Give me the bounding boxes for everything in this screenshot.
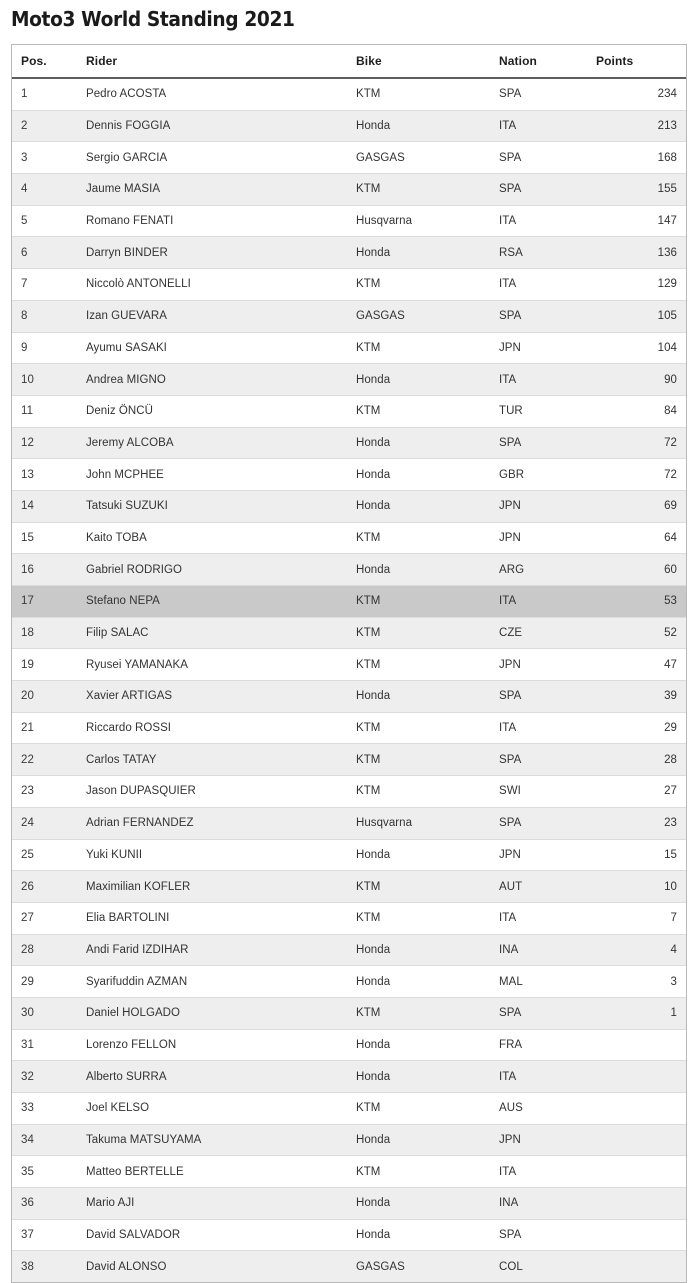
table-header-row [12, 45, 686, 78]
rider-bike-cell: KTM [347, 744, 490, 776]
rider-nation-cell: INA [490, 934, 587, 966]
rider-points-cell: 129 [587, 269, 686, 301]
rider-position-cell: 16 [12, 554, 77, 586]
rider-name-cell: Carlos TATAY [77, 744, 347, 776]
rider-bike-cell: KTM [347, 78, 490, 110]
rider-position-cell: 17 [12, 586, 77, 618]
rider-nation-cell: AUS [490, 1093, 587, 1125]
rider-position-cell: 22 [12, 744, 77, 776]
table-row[interactable] [12, 617, 686, 649]
rider-name-cell: Romano FENATI [77, 205, 347, 237]
rider-bike-cell: Honda [347, 1029, 490, 1061]
rider-nation-cell: SPA [490, 681, 587, 713]
rider-position-cell: 23 [12, 776, 77, 808]
rider-position-cell: 21 [12, 712, 77, 744]
rider-position-cell: 25 [12, 839, 77, 871]
rider-points-cell [587, 1093, 686, 1125]
table-row[interactable] [12, 902, 686, 934]
rider-bike-cell: KTM [347, 902, 490, 934]
rider-name-cell: Maximilian KOFLER [77, 871, 347, 903]
rider-nation-cell: TUR [490, 395, 587, 427]
rider-nation-cell: JPN [490, 522, 587, 554]
rider-points-cell: 27 [587, 776, 686, 808]
rider-nation-cell: ITA [490, 712, 587, 744]
table-row[interactable] [12, 1061, 686, 1093]
rider-name-cell: David SALVADOR [77, 1219, 347, 1251]
rider-position-cell: 26 [12, 871, 77, 903]
rider-name-cell: Dennis FOGGIA [77, 110, 347, 142]
rider-position-cell: 33 [12, 1093, 77, 1125]
rider-name-cell: Andrea MIGNO [77, 364, 347, 396]
rider-position-cell: 12 [12, 427, 77, 459]
page-title: Moto3 World Standing 2021 [11, 7, 295, 31]
rider-name-cell: Xavier ARTIGAS [77, 681, 347, 713]
rider-name-cell: Pedro ACOSTA [77, 78, 347, 110]
rider-position-cell: 15 [12, 522, 77, 554]
rider-position-cell: 38 [21, 1260, 34, 1273]
rider-name-cell: Mario AJI [77, 1188, 347, 1220]
rider-points-cell [587, 1188, 686, 1220]
rider-name-cell: Jeremy ALCOBA [77, 427, 347, 459]
rider-points-cell [587, 1156, 686, 1188]
table-row[interactable] [12, 871, 686, 903]
table-row[interactable] [12, 110, 686, 142]
rider-bike-cell: Honda [347, 1188, 490, 1220]
rider-name-cell: Filip SALAC [77, 617, 347, 649]
rider-name-cell: Stefano NEPA [77, 586, 347, 618]
rider-bike-cell: KTM [347, 617, 490, 649]
rider-points-cell: 64 [587, 522, 686, 554]
standings-table-container [11, 44, 687, 1283]
rider-name-cell: John MCPHEE [77, 459, 347, 491]
rider-bike-cell: KTM [347, 395, 490, 427]
rider-bike-cell: Honda [347, 364, 490, 396]
rider-nation-cell: SPA [490, 997, 587, 1029]
rider-nation-cell: MAL [490, 966, 587, 998]
table-row[interactable] [12, 78, 686, 110]
rider-points-cell: 72 [587, 427, 686, 459]
rider-bike-cell: Husqvarna [347, 205, 490, 237]
table-row[interactable] [12, 554, 686, 586]
table-body [12, 78, 686, 1282]
column-header-pos[interactable]: Pos. [12, 45, 77, 78]
rider-name-cell: Elia BARTOLINI [77, 902, 347, 934]
rider-nation-cell: SPA [490, 142, 587, 174]
table-row[interactable] [12, 1029, 686, 1061]
table-row[interactable] [12, 1124, 686, 1156]
rider-nation-cell: JPN [490, 490, 587, 522]
rider-bike-cell: KTM [347, 586, 490, 618]
rider-bike-cell: KTM [347, 871, 490, 903]
rider-points-cell: 52 [587, 617, 686, 649]
rider-points-cell: 15 [587, 839, 686, 871]
rider-name-cell: Syarifuddin AZMAN [77, 966, 347, 998]
table-row[interactable] [12, 364, 686, 396]
table-row[interactable] [12, 237, 686, 269]
rider-nation-cell: ITA [490, 364, 587, 396]
rider-name-cell: Izan GUEVARA [77, 300, 347, 332]
standings-table [12, 45, 686, 1282]
rider-name-cell: David ALONSO [86, 1260, 167, 1273]
rider-nation-cell: ITA [490, 269, 587, 301]
rider-position-cell: 32 [12, 1061, 77, 1093]
table-row[interactable] [12, 522, 686, 554]
rider-points-cell: 3 [587, 966, 686, 998]
rider-bike-cell: Honda [347, 1124, 490, 1156]
rider-name-cell: Deniz ÖNCÜ [77, 395, 347, 427]
rider-points-cell: 234 [587, 78, 686, 110]
rider-nation-cell: SPA [490, 744, 587, 776]
table-row[interactable] [12, 300, 686, 332]
table-row[interactable] [12, 1188, 686, 1220]
rider-name-cell: Darryn BINDER [77, 237, 347, 269]
rider-name-cell: Ryusei YAMANAKA [77, 649, 347, 681]
table-row[interactable] [12, 427, 686, 459]
rider-points-cell: 104 [587, 332, 686, 364]
rider-bike-cell: Honda [347, 966, 490, 998]
rider-nation-cell: ITA [490, 586, 587, 618]
rider-nation-cell: ITA [490, 110, 587, 142]
rider-bike-cell: KTM [347, 776, 490, 808]
rider-bike-cell: KTM [347, 174, 490, 206]
rider-bike-cell: Honda [347, 110, 490, 142]
rider-nation-cell: AUT [490, 871, 587, 903]
rider-nation-cell: GBR [490, 459, 587, 491]
table-row[interactable] [12, 395, 686, 427]
rider-nation-cell: CZE [490, 617, 587, 649]
rider-bike-cell: Husqvarna [347, 807, 490, 839]
rider-bike-cell: Honda [347, 490, 490, 522]
table-row[interactable] [12, 174, 686, 206]
rider-points-cell [587, 1124, 686, 1156]
rider-position-cell: 36 [12, 1188, 77, 1220]
rider-position-cell: 13 [12, 459, 77, 491]
table-row[interactable] [12, 269, 686, 301]
rider-points-cell: 10 [587, 871, 686, 903]
table-row[interactable] [12, 681, 686, 713]
rider-bike-cell: KTM [347, 712, 490, 744]
rider-bike-cell: Honda [347, 1061, 490, 1093]
table-row[interactable] [12, 649, 686, 681]
rider-points-cell: 72 [587, 459, 686, 491]
table-row[interactable] [12, 712, 686, 744]
rider-points-cell: 53 [587, 586, 686, 618]
rider-bike-cell: Honda [347, 554, 490, 586]
rider-name-cell: Jason DUPASQUIER [77, 776, 347, 808]
rider-position-cell: 31 [12, 1029, 77, 1061]
rider-nation-cell: JPN [490, 1124, 587, 1156]
rider-points-cell: 28 [587, 744, 686, 776]
rider-nation-cell: JPN [490, 649, 587, 681]
rider-position-cell: 9 [12, 332, 77, 364]
table-row[interactable] [12, 490, 686, 522]
rider-nation-cell: SPA [490, 1219, 587, 1251]
rider-name-cell: Gabriel RODRIGO [77, 554, 347, 586]
rider-name-cell: Daniel HOLGADO [77, 997, 347, 1029]
rider-points-cell: 155 [587, 174, 686, 206]
rider-points-cell [587, 1219, 686, 1251]
rider-points-cell: 60 [587, 554, 686, 586]
table-row[interactable] [12, 997, 686, 1029]
rider-bike-cell: KTM [347, 522, 490, 554]
rider-nation-cell: INA [490, 1188, 587, 1220]
rider-points-cell: 1 [587, 997, 686, 1029]
rider-position-cell: 11 [12, 395, 77, 427]
rider-points-cell: 23 [587, 807, 686, 839]
rider-points-cell [587, 1029, 686, 1061]
rider-nation-cell: SWI [490, 776, 587, 808]
rider-points-cell: 90 [587, 364, 686, 396]
rider-nation-cell: SPA [490, 807, 587, 839]
table-row[interactable] [12, 839, 686, 871]
rider-name-cell: Yuki KUNII [77, 839, 347, 871]
rider-nation-cell: JPN [490, 332, 587, 364]
rider-bike-cell: KTM [347, 649, 490, 681]
rider-nation-cell: SPA [490, 300, 587, 332]
rider-nation-cell: SPA [490, 78, 587, 110]
rider-name-cell: Riccardo ROSSI [77, 712, 347, 744]
table-row[interactable] [12, 332, 686, 364]
table-row[interactable] [12, 1219, 686, 1251]
rider-nation-cell: ITA [490, 205, 587, 237]
rider-name-cell: Joel KELSO [77, 1093, 347, 1125]
rider-position-cell: 3 [12, 142, 77, 174]
rider-name-cell: Matteo BERTELLE [77, 1156, 347, 1188]
table-row[interactable] [12, 934, 686, 966]
rider-bike-cell: KTM [347, 269, 490, 301]
table-row[interactable] [12, 142, 686, 174]
rider-points-cell: 7 [587, 902, 686, 934]
rider-position-cell: 7 [12, 269, 77, 301]
rider-position-cell: 34 [12, 1124, 77, 1156]
rider-nation-cell: SPA [490, 174, 587, 206]
rider-nation-cell: COL [499, 1260, 523, 1273]
rider-bike-cell: GASGAS [347, 142, 490, 174]
table-row[interactable] [12, 776, 686, 808]
rider-nation-cell: SPA [490, 427, 587, 459]
rider-name-cell: Andi Farid IZDIHAR [77, 934, 347, 966]
rider-points-cell: 4 [587, 934, 686, 966]
column-header-nation[interactable]: Nation [490, 45, 587, 78]
table-row[interactable] [12, 966, 686, 998]
rider-nation-cell: ITA [490, 1061, 587, 1093]
rider-points-cell [587, 1061, 686, 1093]
rider-position-cell: 20 [12, 681, 77, 713]
rider-position-cell: 10 [12, 364, 77, 396]
rider-points-cell: 168 [587, 142, 686, 174]
table-row[interactable] [12, 1093, 686, 1125]
rider-name-cell: Niccolò ANTONELLI [77, 269, 347, 301]
rider-bike-cell: KTM [347, 1093, 490, 1125]
rider-position-cell: 37 [12, 1219, 77, 1251]
table-row[interactable] [12, 744, 686, 776]
table-row[interactable] [12, 586, 686, 618]
rider-position-cell: 14 [12, 490, 77, 522]
rider-bike-cell: Honda [347, 459, 490, 491]
rider-position-cell: 30 [12, 997, 77, 1029]
rider-name-cell: Ayumu SASAKI [77, 332, 347, 364]
table-row[interactable] [12, 205, 686, 237]
rider-position-cell: 8 [12, 300, 77, 332]
rider-name-cell: Jaume MASIA [77, 174, 347, 206]
rider-points-cell: 69 [587, 490, 686, 522]
rider-position-cell: 6 [12, 237, 77, 269]
rider-nation-cell: JPN [490, 839, 587, 871]
rider-position-cell: 19 [12, 649, 77, 681]
rider-position-cell: 28 [12, 934, 77, 966]
rider-points-cell: 29 [587, 712, 686, 744]
rider-points-cell: 47 [587, 649, 686, 681]
rider-bike-cell: GASGAS [347, 300, 490, 332]
table-row[interactable] [12, 459, 686, 491]
rider-bike-cell: Honda [347, 839, 490, 871]
rider-bike-cell: Honda [347, 427, 490, 459]
rider-points-cell: 39 [587, 681, 686, 713]
column-header-bike[interactable]: Bike [347, 45, 490, 78]
rider-position-cell: 24 [12, 807, 77, 839]
rider-bike-cell: Honda [347, 934, 490, 966]
rider-name-cell: Kaito TOBA [77, 522, 347, 554]
rider-name-cell: Tatsuki SUZUKI [77, 490, 347, 522]
rider-position-cell: 27 [12, 902, 77, 934]
rider-points-cell: 105 [587, 300, 686, 332]
rider-position-cell: 2 [12, 110, 77, 142]
rider-position-cell: 29 [12, 966, 77, 998]
rider-bike-cell: KTM [347, 997, 490, 1029]
rider-bike-cell: KTM [347, 1156, 490, 1188]
rider-nation-cell: RSA [490, 237, 587, 269]
column-header-points[interactable]: Points [587, 45, 686, 78]
rider-points-cell: 136 [587, 237, 686, 269]
rider-points-cell: 84 [587, 395, 686, 427]
table-row[interactable] [12, 1156, 686, 1188]
rider-name-cell: Lorenzo FELLON [77, 1029, 347, 1061]
rider-name-cell: Alberto SURRA [77, 1061, 347, 1093]
rider-position-cell: 35 [12, 1156, 77, 1188]
rider-name-cell: Takuma MATSUYAMA [77, 1124, 347, 1156]
rider-position-cell: 5 [12, 205, 77, 237]
rider-bike-cell: GASGAS [356, 1260, 405, 1273]
table-header [12, 45, 686, 78]
rider-points-cell: 147 [587, 205, 686, 237]
rider-bike-cell: Honda [347, 1219, 490, 1251]
rider-position-cell: 18 [12, 617, 77, 649]
table-row[interactable] [12, 807, 686, 839]
rider-position-cell: 4 [12, 174, 77, 206]
rider-bike-cell: Honda [347, 681, 490, 713]
rider-nation-cell: ITA [490, 1156, 587, 1188]
rider-position-cell: 1 [12, 78, 77, 110]
rider-bike-cell: KTM [347, 332, 490, 364]
rider-name-cell: Sergio GARCIA [77, 142, 347, 174]
rider-name-cell: Adrian FERNANDEZ [77, 807, 347, 839]
rider-bike-cell: Honda [347, 237, 490, 269]
rider-nation-cell: ARG [490, 554, 587, 586]
rider-nation-cell: ITA [490, 902, 587, 934]
rider-nation-cell: FRA [490, 1029, 587, 1061]
rider-points-cell: 213 [587, 110, 686, 142]
column-header-rider[interactable]: Rider [77, 45, 347, 78]
